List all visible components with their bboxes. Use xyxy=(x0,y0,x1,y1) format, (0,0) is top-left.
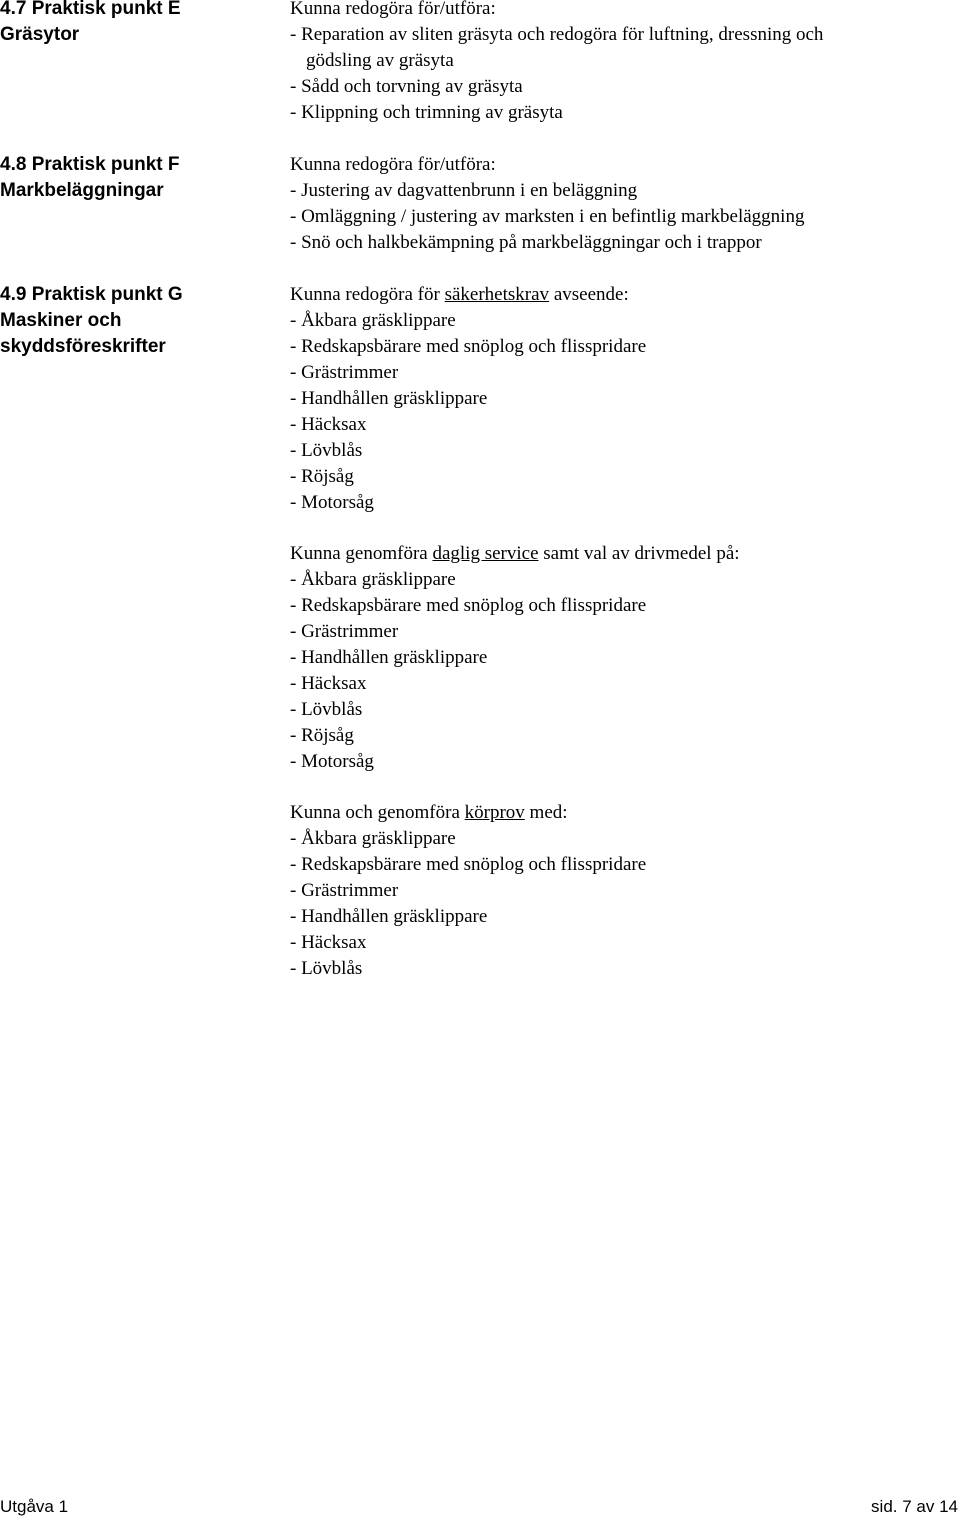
list-item: - Snö och halkbekämpning på markbeläggningar och i trappor xyxy=(290,232,762,253)
underlined-term: säkerhetskrav xyxy=(444,284,550,305)
list-item: - Handhållen gräsklippare xyxy=(290,647,488,668)
section-intro: Kunna redogöra för/utföra: xyxy=(290,154,496,175)
section-title-line: 4.7 Praktisk punkt E xyxy=(0,0,181,19)
section-intro xyxy=(290,541,950,567)
section-4-7-title xyxy=(0,0,181,48)
intro-text: avseende: xyxy=(549,284,629,305)
list-item: - Handhållen gräsklippare xyxy=(290,388,488,409)
section-title-line: 4.9 Praktisk punkt G xyxy=(0,284,183,305)
list-item: - Redskapsbärare med snöplog och flisspridare xyxy=(290,595,647,616)
section-title-line: Gräsytor xyxy=(0,24,80,45)
section-intro xyxy=(290,800,950,826)
list-item: - Lövblås xyxy=(290,440,363,461)
intro-text: samt val av drivmedel på: xyxy=(538,543,740,564)
section-title-line: 4.8 Praktisk punkt F xyxy=(0,154,180,175)
daily-service-block xyxy=(290,541,950,775)
list-item: - Röjsåg xyxy=(290,466,354,487)
list-item: - Åkbara gräsklippare xyxy=(290,569,456,590)
underlined-term: körprov xyxy=(464,802,525,823)
list-item: - Omläggning / justering av marksten i en befintlig markbeläggning xyxy=(290,206,805,227)
section-4-8-body xyxy=(290,152,950,256)
intro-text: med: xyxy=(524,802,568,823)
list-item: - Häcksax xyxy=(290,673,367,694)
list-item: - Motorsåg xyxy=(290,751,374,772)
section-4-9-title xyxy=(0,282,183,360)
section-4-7-body xyxy=(290,0,950,126)
list-item: - Röjsåg xyxy=(290,725,354,746)
list-item: - Grästrimmer xyxy=(290,880,399,901)
list-item: - Åkbara gräsklippare xyxy=(290,828,456,849)
list-item: - Lövblås xyxy=(290,958,363,979)
list-item: - Redskapsbärare med snöplog och flisspridare xyxy=(290,336,647,357)
intro-text: Kunna genomföra xyxy=(290,543,433,564)
intro-text: Kunna redogöra för xyxy=(290,284,445,305)
safety-requirements-block xyxy=(290,282,950,516)
driving-test-block xyxy=(290,800,950,982)
list-item-continuation: gödsling av gräsyta xyxy=(306,50,454,71)
footer-page-number: sid. 7 av 14 xyxy=(871,1497,958,1516)
list-item: - Grästrimmer xyxy=(290,362,399,383)
list-item: - Justering av dagvattenbrunn i en beläggning xyxy=(290,180,638,201)
list-item: - Klippning och trimning av gräsyta xyxy=(290,102,563,123)
list-item: - Motorsåg xyxy=(290,492,374,513)
section-title-line: Maskiner och xyxy=(0,310,122,331)
section-intro xyxy=(290,282,950,308)
list-item: - Häcksax xyxy=(290,932,367,953)
section-intro: Kunna redogöra för/utföra: xyxy=(290,0,496,19)
list-item: - Handhållen gräsklippare xyxy=(290,906,488,927)
list-item: - Lövblås xyxy=(290,699,363,720)
list-item: - Reparation av sliten gräsyta och redogöra för luftning, dressning och xyxy=(290,24,824,45)
list-item: - Sådd och torvning av gräsyta xyxy=(290,76,523,97)
section-title-line: skyddsföreskrifter xyxy=(0,336,166,357)
section-4-8-title xyxy=(0,152,180,204)
underlined-term: daglig service xyxy=(432,543,539,564)
intro-text: Kunna och genomföra xyxy=(290,802,465,823)
section-title-line: Markbeläggningar xyxy=(0,180,164,201)
list-item: - Redskapsbärare med snöplog och flisspridare xyxy=(290,854,647,875)
footer-edition: Utgåva 1 xyxy=(0,1497,69,1516)
list-item: - Grästrimmer xyxy=(290,621,399,642)
list-item: - Häcksax xyxy=(290,414,367,435)
list-item: - Åkbara gräsklippare xyxy=(290,310,456,331)
